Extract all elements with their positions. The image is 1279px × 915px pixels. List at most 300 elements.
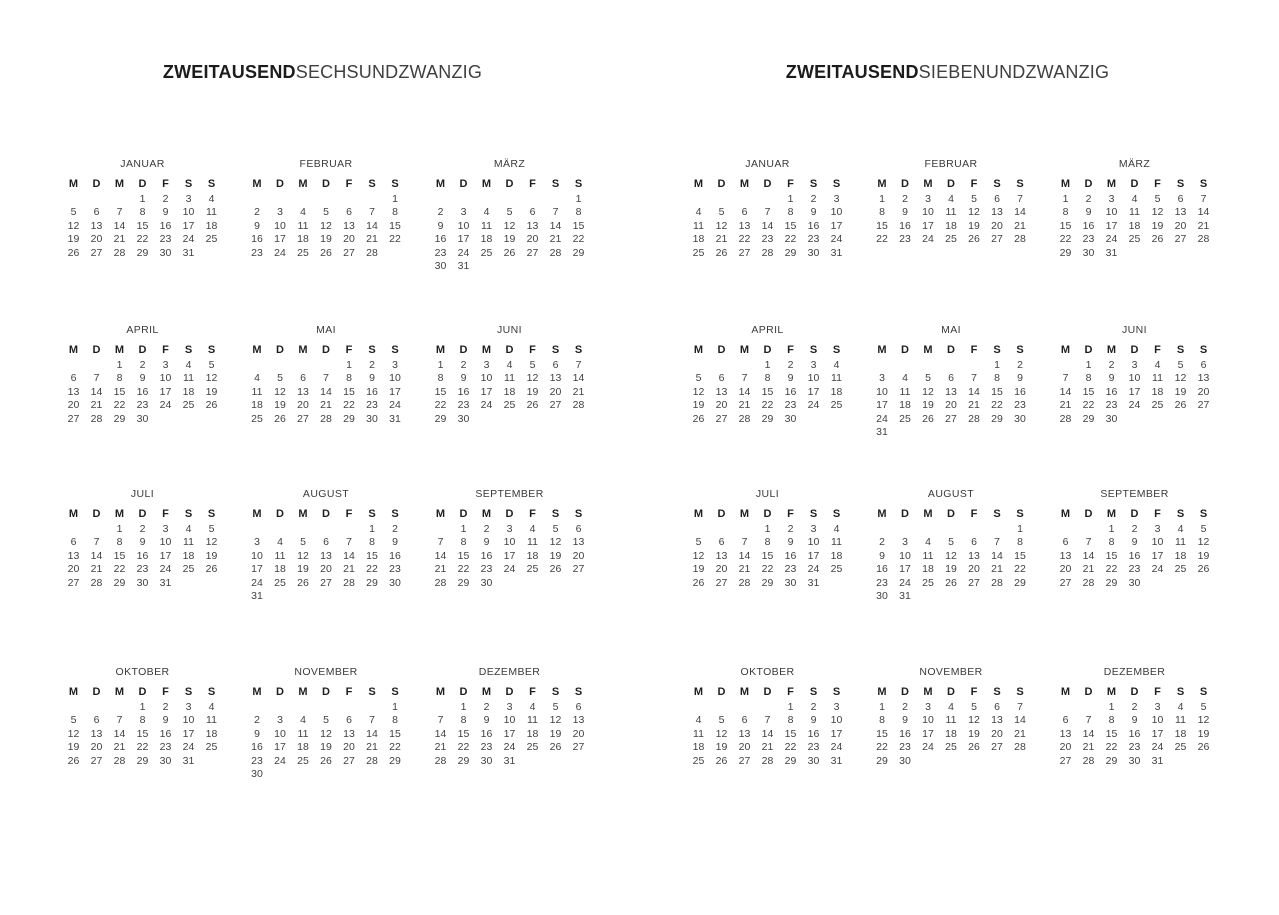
weekday-header-cell: D — [1084, 177, 1093, 190]
empty-cell — [62, 522, 85, 536]
empty-cell — [917, 358, 940, 372]
date-cell: 6 — [948, 372, 954, 385]
empty-cell — [108, 700, 131, 714]
date-cell: 9 — [810, 206, 817, 219]
empty-cell — [1169, 576, 1192, 590]
date-cell: 16 — [784, 549, 797, 562]
date-cell: 13 — [1059, 549, 1072, 562]
date-cell: 4 — [695, 206, 702, 219]
date-cell: 9 — [392, 536, 398, 549]
date-cell: 12 — [968, 714, 980, 727]
date-cell: 27 — [90, 754, 103, 767]
empty-cell — [871, 358, 894, 372]
date-cell: 14 — [1059, 385, 1072, 398]
date-cell: 20 — [991, 727, 1003, 740]
date-cell: 8 — [116, 536, 123, 549]
date-cell: 1 — [879, 192, 885, 205]
date-cell: 27 — [90, 246, 103, 259]
date-cell: 14 — [991, 549, 1003, 562]
month-grid — [871, 175, 1032, 246]
date-cell: 23 — [1128, 563, 1141, 576]
date-cell: 11 — [693, 727, 704, 740]
date-cell: 25 — [526, 741, 539, 754]
empty-cell — [940, 358, 963, 372]
date-cell: 15 — [457, 549, 470, 562]
empty-cell — [894, 522, 917, 536]
date-cell: 17 — [899, 563, 911, 576]
date-cell: 3 — [1154, 700, 1161, 713]
date-cell: 13 — [67, 549, 80, 562]
empty-cell — [1192, 412, 1215, 426]
date-cell: 14 — [113, 219, 126, 232]
weekday-header-cell: D — [459, 685, 468, 698]
date-cell: 25 — [503, 399, 516, 412]
weekday-header-cell: D — [322, 343, 330, 356]
date-cell: 6 — [971, 536, 977, 549]
date-cell: 2 — [787, 522, 794, 535]
date-cell: 13 — [715, 385, 728, 398]
date-cell: 14 — [549, 219, 562, 232]
empty-cell — [521, 260, 544, 274]
weekday-header-cell: M — [923, 177, 933, 190]
empty-cell — [338, 700, 361, 714]
date-cell: 15 — [389, 727, 401, 740]
weekday-header-cell: M — [298, 343, 308, 356]
empty-cell — [1077, 700, 1100, 714]
empty-cell — [384, 590, 407, 604]
date-cell: 27 — [1059, 576, 1072, 589]
date-cell: 30 — [1128, 754, 1141, 767]
date-cell: 30 — [807, 754, 820, 767]
weekday-header-cell: M — [68, 343, 79, 356]
date-cell: 7 — [1017, 700, 1023, 713]
date-cell: 17 — [389, 385, 401, 398]
month-block-september — [1054, 488, 1215, 590]
weekday-header-cell: S — [832, 685, 841, 698]
date-cell: 30 — [1105, 412, 1118, 425]
date-cell: 1 — [879, 700, 885, 713]
empty-cell — [315, 700, 338, 714]
date-cell: 19 — [503, 233, 516, 246]
date-cell: 3 — [162, 522, 169, 535]
date-cell: 21 — [434, 741, 447, 754]
date-cell: 27 — [968, 576, 980, 589]
date-cell: 7 — [1017, 192, 1023, 205]
date-cell: 15 — [876, 219, 888, 232]
date-cell: 27 — [991, 233, 1003, 246]
date-cell: 7 — [971, 372, 977, 385]
date-cell: 28 — [1082, 576, 1095, 589]
date-cell: 18 — [692, 233, 705, 246]
date-cell: 16 — [807, 727, 820, 740]
weekday-header-cell: S — [207, 507, 216, 520]
date-cell: 14 — [968, 385, 980, 398]
date-cell: 8 — [575, 206, 582, 219]
empty-cell — [361, 590, 384, 604]
date-cell: 19 — [297, 563, 309, 576]
date-cell: 18 — [205, 727, 218, 740]
date-cell: 30 — [899, 754, 911, 767]
date-cell: 26 — [205, 563, 218, 576]
weekday-header-cell: S — [391, 685, 399, 698]
date-cell: 29 — [1059, 246, 1072, 259]
month-title: JULI — [755, 488, 780, 500]
date-cell: 13 — [1059, 727, 1072, 740]
date-cell: 19 — [945, 563, 957, 576]
date-cell: 2 — [787, 358, 794, 371]
date-cell: 11 — [1175, 536, 1186, 549]
date-cell: 25 — [692, 246, 705, 259]
empty-cell — [1169, 412, 1192, 426]
month-title: NOVEMBER — [919, 666, 983, 678]
empty-cell — [687, 522, 710, 536]
date-cell: 14 — [366, 219, 378, 232]
date-cell: 2 — [879, 536, 885, 549]
date-cell: 22 — [343, 399, 355, 412]
month-block-juli — [687, 488, 848, 590]
date-cell: 27 — [991, 741, 1003, 754]
date-cell: 15 — [1105, 727, 1118, 740]
date-cell: 3 — [460, 206, 467, 219]
date-cell: 26 — [715, 246, 728, 259]
date-cell: 18 — [1174, 549, 1187, 562]
month-block-januar — [62, 158, 223, 260]
month-title: MÄRZ — [493, 158, 526, 170]
weekday-header-cell: F — [787, 343, 794, 356]
date-cell: 19 — [205, 549, 218, 562]
date-cell: 10 — [807, 536, 820, 549]
date-cell: 23 — [876, 576, 888, 589]
date-cell: 12 — [205, 536, 218, 549]
date-cell: 23 — [807, 741, 820, 754]
date-cell: 20 — [343, 741, 355, 754]
date-cell: 20 — [1059, 563, 1072, 576]
date-cell: 21 — [320, 399, 332, 412]
empty-cell — [246, 358, 269, 372]
date-cell: 17 — [274, 741, 286, 754]
weekday-header-cell: S — [551, 343, 560, 356]
empty-cell — [62, 358, 85, 372]
date-cell: 3 — [185, 700, 192, 713]
date-cell: 31 — [876, 426, 888, 439]
weekday-header-cell: D — [505, 177, 514, 190]
date-cell: 24 — [922, 233, 934, 246]
date-cell: 4 — [185, 522, 192, 535]
date-cell: 12 — [320, 219, 332, 232]
date-cell: 2 — [1131, 522, 1138, 535]
date-cell: 6 — [1062, 714, 1069, 727]
date-cell: 3 — [833, 700, 840, 713]
date-cell: 11 — [899, 385, 911, 398]
month-block-juni — [429, 324, 590, 426]
date-cell: 8 — [116, 372, 123, 385]
date-cell: 22 — [1105, 741, 1118, 754]
date-cell: 22 — [1105, 563, 1118, 576]
weekday-header-cell: M — [252, 177, 262, 190]
empty-cell — [292, 192, 315, 206]
date-cell: 10 — [830, 206, 843, 219]
weekday-header-cell: F — [529, 177, 536, 190]
date-cell: 21 — [1082, 741, 1095, 754]
empty-cell — [361, 768, 384, 782]
empty-cell — [986, 754, 1009, 768]
date-cell: 17 — [807, 385, 820, 398]
date-cell: 15 — [343, 385, 355, 398]
months-grid-2026 — [62, 158, 618, 858]
month-block-august — [246, 488, 407, 603]
weekday-header-cell: S — [574, 343, 583, 356]
date-cell: 19 — [1174, 385, 1187, 398]
date-cell: 13 — [1197, 372, 1210, 385]
date-cell: 28 — [1059, 412, 1072, 425]
empty-cell — [361, 700, 384, 714]
empty-cell — [200, 246, 223, 260]
weekday-header-cell: D — [505, 685, 514, 698]
empty-cell — [756, 192, 779, 206]
date-cell: 1 — [116, 522, 123, 535]
date-cell: 8 — [764, 372, 771, 385]
date-cell: 9 — [1017, 372, 1023, 385]
weekday-header-cell: D — [1130, 177, 1139, 190]
date-cell: 27 — [320, 576, 332, 589]
date-cell: 16 — [457, 385, 470, 398]
date-cell: 24 — [830, 233, 843, 246]
date-cell: 26 — [67, 754, 80, 767]
empty-cell — [986, 590, 1009, 604]
empty-cell — [1009, 754, 1032, 768]
date-cell: 25 — [297, 246, 309, 259]
date-cell: 24 — [274, 754, 286, 767]
date-cell: 4 — [300, 714, 306, 727]
date-cell: 16 — [1082, 219, 1095, 232]
date-cell: 5 — [552, 522, 559, 535]
date-cell: 20 — [715, 563, 728, 576]
month-block-oktober — [62, 666, 223, 768]
weekday-header-cell: S — [832, 343, 841, 356]
empty-cell — [384, 768, 407, 782]
date-cell: 21 — [549, 233, 562, 246]
date-cell: 20 — [572, 549, 585, 562]
date-cell: 11 — [1152, 372, 1163, 385]
date-cell: 4 — [948, 700, 954, 713]
date-cell: 18 — [526, 727, 539, 740]
date-cell: 15 — [991, 385, 1003, 398]
date-cell: 30 — [480, 754, 493, 767]
empty-cell — [710, 700, 733, 714]
weekday-header-cell: M — [877, 507, 887, 520]
date-cell: 30 — [136, 576, 149, 589]
date-cell: 23 — [136, 399, 149, 412]
date-cell: 19 — [67, 233, 80, 246]
date-cell: 11 — [183, 372, 194, 385]
empty-cell — [292, 522, 315, 536]
date-cell: 19 — [968, 219, 980, 232]
date-cell: 10 — [159, 536, 172, 549]
weekday-header-cell: D — [1130, 343, 1139, 356]
weekday-header-cell: F — [162, 507, 169, 520]
weekday-header-cell: D — [276, 685, 284, 698]
date-cell: 5 — [552, 700, 559, 713]
empty-cell — [1146, 576, 1169, 590]
date-cell: 6 — [346, 206, 352, 219]
empty-cell — [825, 412, 848, 426]
weekday-header-cell: S — [832, 507, 841, 520]
date-cell: 7 — [116, 206, 123, 219]
date-cell: 21 — [1197, 219, 1210, 232]
date-cell: 24 — [159, 399, 172, 412]
weekday-header-cell: M — [435, 685, 446, 698]
date-cell: 2 — [437, 206, 444, 219]
month-block-oktober — [687, 666, 848, 768]
year-title-2027 — [687, 62, 1208, 83]
weekday-header-cell: D — [763, 685, 772, 698]
date-cell: 8 — [346, 372, 352, 385]
date-cell: 17 — [159, 385, 172, 398]
weekday-header-cell: S — [368, 177, 376, 190]
date-cell: 24 — [1105, 233, 1118, 246]
weekday-header-cell: D — [92, 343, 101, 356]
date-cell: 20 — [320, 563, 332, 576]
weekday-header-cell: M — [298, 685, 308, 698]
date-cell: 6 — [575, 700, 582, 713]
date-cell: 16 — [1128, 549, 1141, 562]
weekday-header-cell: M — [68, 685, 79, 698]
date-cell: 7 — [369, 206, 375, 219]
date-cell: 18 — [274, 563, 286, 576]
empty-cell — [269, 768, 292, 782]
date-cell: 21 — [1014, 727, 1026, 740]
date-cell: 3 — [277, 206, 283, 219]
date-cell: 26 — [549, 563, 562, 576]
month-block-mai — [246, 324, 407, 426]
weekday-header-cell: M — [923, 343, 933, 356]
date-cell: 29 — [572, 246, 585, 259]
empty-cell — [733, 700, 756, 714]
empty-cell — [85, 700, 108, 714]
date-cell: 7 — [1085, 714, 1092, 727]
date-cell: 11 — [831, 372, 842, 385]
date-cell: 28 — [366, 246, 378, 259]
date-cell: 7 — [323, 372, 329, 385]
date-cell: 23 — [761, 233, 774, 246]
date-cell: 8 — [787, 206, 794, 219]
date-cell: 18 — [297, 233, 309, 246]
date-cell: 9 — [787, 536, 794, 549]
date-cell: 22 — [1059, 233, 1072, 246]
month-title: JUNI — [1122, 324, 1147, 336]
date-cell: 8 — [1108, 536, 1115, 549]
date-cell: 25 — [297, 754, 309, 767]
date-cell: 5 — [208, 358, 215, 371]
date-cell: 10 — [922, 206, 934, 219]
date-cell: 21 — [90, 563, 103, 576]
weekday-header-cell: D — [138, 507, 147, 520]
date-cell: 6 — [718, 372, 725, 385]
date-cell: 14 — [1082, 549, 1095, 562]
date-cell: 27 — [945, 412, 957, 425]
month-title: MÄRZ — [1118, 158, 1151, 170]
date-cell: 13 — [67, 385, 80, 398]
date-cell: 23 — [899, 233, 911, 246]
date-cell: 19 — [692, 563, 705, 576]
date-cell: 1 — [116, 358, 123, 371]
weekday-header-cell: F — [162, 685, 169, 698]
date-cell: 2 — [369, 358, 375, 371]
date-cell: 25 — [182, 399, 195, 412]
date-cell: 7 — [437, 536, 444, 549]
date-cell: 29 — [1105, 576, 1118, 589]
date-cell: 14 — [343, 549, 355, 562]
date-cell: 2 — [902, 192, 908, 205]
empty-cell — [452, 192, 475, 206]
date-cell: 25 — [692, 754, 705, 767]
weekday-header-cell: S — [993, 343, 1001, 356]
date-cell: 29 — [136, 754, 149, 767]
month-title: AUGUST — [302, 488, 350, 500]
empty-cell — [917, 426, 940, 440]
date-cell: 18 — [205, 219, 218, 232]
empty-cell — [200, 754, 223, 768]
date-cell: 14 — [738, 385, 751, 398]
date-cell: 3 — [1108, 192, 1115, 205]
date-cell: 22 — [784, 233, 797, 246]
weekday-header-cell: D — [92, 177, 101, 190]
date-cell: 2 — [162, 700, 169, 713]
month-block-august — [871, 488, 1032, 603]
date-cell: 14 — [366, 727, 378, 740]
date-cell: 5 — [300, 536, 306, 549]
date-cell: 9 — [902, 206, 908, 219]
date-cell: 17 — [159, 549, 172, 562]
date-cell: 11 — [945, 714, 957, 727]
date-cell: 15 — [113, 549, 126, 562]
date-cell: 26 — [1174, 399, 1187, 412]
date-cell: 30 — [480, 576, 493, 589]
date-cell: 14 — [113, 727, 126, 740]
weekday-header-cell: M — [923, 507, 933, 520]
date-cell: 5 — [1154, 192, 1161, 205]
date-cell: 4 — [1154, 358, 1161, 371]
weekday-header-cell: M — [298, 177, 308, 190]
empty-cell — [177, 412, 200, 426]
date-cell: 22 — [434, 399, 447, 412]
month-grid — [1054, 175, 1215, 260]
weekday-header-cell: D — [459, 343, 468, 356]
date-cell: 7 — [741, 536, 748, 549]
date-cell: 13 — [572, 536, 585, 549]
date-cell: 18 — [1174, 727, 1187, 740]
empty-cell — [498, 260, 521, 274]
date-cell: 17 — [876, 399, 888, 412]
date-cell: 12 — [549, 714, 562, 727]
weekday-header-cell: M — [1060, 177, 1071, 190]
empty-cell — [544, 576, 567, 590]
date-cell: 7 — [575, 358, 582, 371]
empty-cell — [338, 590, 361, 604]
date-cell: 28 — [761, 246, 774, 259]
date-cell: 4 — [529, 522, 536, 535]
date-cell: 13 — [343, 727, 355, 740]
date-cell: 7 — [764, 206, 771, 219]
date-cell: 4 — [483, 206, 490, 219]
date-cell: 25 — [205, 233, 218, 246]
empty-cell — [963, 426, 986, 440]
empty-cell — [986, 426, 1009, 440]
date-cell: 14 — [761, 219, 774, 232]
date-cell: 25 — [274, 576, 286, 589]
date-cell: 26 — [67, 246, 80, 259]
date-cell: 4 — [695, 714, 702, 727]
